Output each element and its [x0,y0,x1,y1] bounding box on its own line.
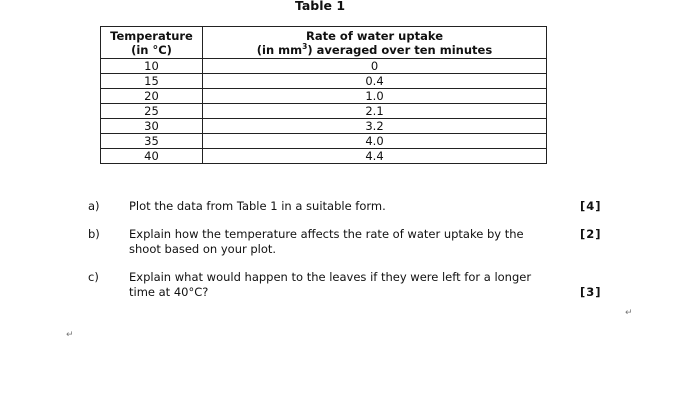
question-c-text: Explain what would happen to the leaves if they were left for a longer time at 40°C? [129,270,532,299]
temperature-cell: 15 [101,74,203,89]
temperature-cell: 25 [101,104,203,119]
rate-cell: 2.1 [203,104,547,119]
rate-header-superscript: 3 [302,42,308,52]
table-row [101,104,547,119]
table-row [101,74,547,89]
table-title: Table 1 [294,0,346,13]
temperature-cell: 20 [101,89,203,104]
temperature-header-line2: (in °C) [131,43,172,57]
table-row [101,119,547,134]
question-c-marks: [3] [580,285,602,299]
rate-cell: 0.4 [203,74,547,89]
data-table [100,26,547,164]
temperature-cell: 10 [101,59,203,74]
rate-cell: 4.0 [203,134,547,149]
rate-header-line2-start: (in mm [256,43,303,57]
question-b-marks: [2] [580,227,602,241]
rate-cell: 1.0 [203,89,547,104]
question-a-marks: [4] [580,199,602,213]
rate-cell: 0 [203,59,547,74]
rate-header-line1: Rate of water uptake [306,29,443,43]
question-b-letter: b) [88,227,100,241]
temperature-cell: 30 [101,119,203,134]
rate-cell: 3.2 [203,119,547,134]
question-a-text: Plot the data from Table 1 in a suitable form. [129,199,386,213]
temperature-cell: 35 [101,134,203,149]
table-header-row [101,27,547,59]
question-b-text: Explain how the temperature affects the rate of water uptake by the shoot based on your plot. [129,227,524,256]
temperature-header-line1: Temperature [110,29,193,43]
temperature-cell: 40 [101,149,203,164]
table-row [101,59,547,74]
return-mark-right: ↵ [625,308,633,318]
question-a-letter: a) [88,199,100,213]
table-row [101,149,547,164]
temperature-column-header [101,27,203,59]
rate-header-line2-end: ) averaged over ten minutes [307,43,493,57]
table-row [101,134,547,149]
table-row [101,89,547,104]
rate-column-header [203,27,547,59]
question-c-letter: c) [88,270,99,284]
rate-cell: 4.4 [203,149,547,164]
return-mark-left: ↵ [66,330,74,340]
